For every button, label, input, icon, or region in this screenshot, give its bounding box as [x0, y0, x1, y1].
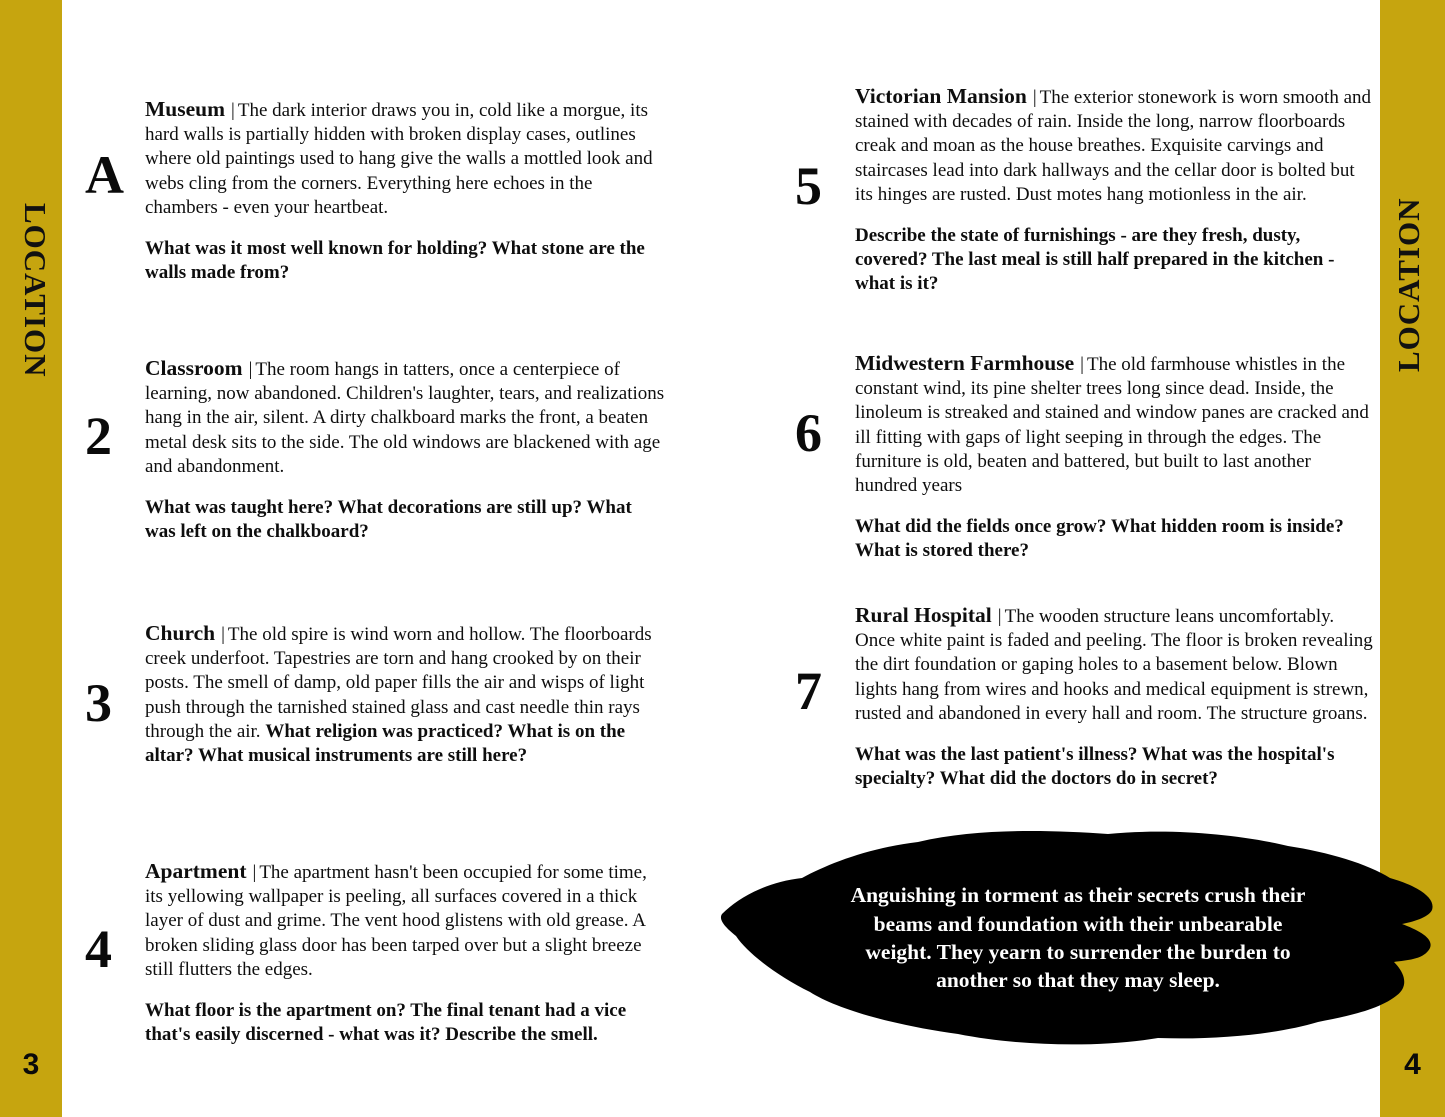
entry-title: Victorian Mansion	[855, 84, 1027, 108]
entry-number: 4	[85, 919, 111, 979]
ink-blob	[718, 824, 1438, 1054]
entry-victorian-mansion	[795, 83, 1377, 296]
title-separator: |	[997, 606, 1002, 627]
entry-title: Church	[145, 621, 216, 645]
entry-title: Classroom	[145, 356, 243, 380]
entry-number: 5	[795, 156, 821, 216]
entry-title: Apartment	[145, 859, 247, 883]
title-separator: |	[1080, 354, 1084, 375]
title-separator: |	[248, 359, 253, 380]
entry-letter: A	[85, 145, 123, 205]
entry-description	[855, 602, 1377, 726]
entry-classroom	[85, 355, 667, 544]
entry-number: 7	[795, 661, 821, 721]
entry-body: The dark interior draws you in, cold like a morgue, its hard walls is partially hidden with broken display cases, outlines where old paintings used to hang give the walls a mottled look and webs cling from the corners. Everything here echoes in the chambers - even your heartbeat.	[145, 100, 653, 218]
blob-line: beams and foundation with their unbearable	[873, 911, 1283, 936]
entry-description	[145, 96, 667, 220]
entry-question: What religion was practiced? What is on the altar? What musical instruments are still here?	[145, 720, 626, 766]
page-number-right: 4	[1404, 1048, 1421, 1081]
entry-body: The old farmhouse whistles in the constant wind, its pine shelter trees long since dead. Inside, the linoleum is streaked and stained and window panes are cracked and ill fitting with gaps of light seeping in through the edges. The furniture is old, beaten and battered, but built to last another hundred years	[855, 354, 1369, 496]
entry-description	[145, 620, 667, 768]
entry-number: 2	[85, 406, 111, 466]
entry-church	[85, 620, 667, 768]
entry-description	[145, 858, 667, 982]
title-separator: |	[252, 862, 257, 883]
entry-midwestern-farmhouse	[795, 350, 1377, 563]
left-gold-bar	[0, 0, 62, 1117]
blob-flavor-text	[788, 854, 1368, 1022]
entry-question: What was the last patient's illness? What was the hospital's specialty? What did the doctors do in secret?	[855, 743, 1335, 789]
entry-number: 3	[85, 673, 111, 733]
entry-question: What floor is the apartment on? The final tenant had a vice that's easily discerned - what was it? Describe the smell.	[145, 999, 627, 1045]
entry-apartment	[85, 858, 667, 1047]
entry-museum	[85, 96, 667, 285]
left-sidebar-title: LOCATION	[18, 203, 53, 378]
entry-number: 6	[795, 403, 821, 463]
entry-body: The exterior stonework is worn smooth and stained with decades of rain. Inside the long, narrow floorboards creak and moan as the house breathes. Exquisite carvings and staircases lead into dark hallways and the cellar door is bolted but its hinges are rusted. Dust motes hang motionless in the air.	[855, 87, 1372, 205]
entry-body: The room hangs in tatters, once a centerpiece of learning, now abandoned. Children's laughter, tears, and realizations hang in the air, silent. A dirty chalkboard marks the front, a beaten metal desk sits to the side. The old windows are blackened with age and abandonment.	[145, 359, 665, 477]
entry-description	[855, 350, 1377, 498]
entry-body: The wooden structure leans uncomfortably. Once white paint is faded and peeling. The floor is broken revealing the dirt foundation or gaping holes to a basement below. Blown lights hang from wires and hooks and medical equipment is strewn, rusted and abandoned in every hall and room. The structure groans.	[855, 606, 1373, 724]
entry-question: Describe the state of furnishings - are they fresh, dusty, covered? The last meal is still half prepared in the kitchen - what is it?	[855, 224, 1335, 295]
entry-title: Midwestern Farmhouse	[855, 351, 1075, 375]
entry-rural-hospital	[795, 602, 1377, 791]
entry-body: The apartment hasn't been occupied for some time, its yellowing wallpaper is peeling, all surfaces covered in a thick layer of dust and grime. The vent hood glistens with old grease. A broken sliding glass door has been tarped over but a slight breeze still flutters the edges.	[145, 862, 647, 980]
entry-description	[145, 355, 667, 479]
right-sidebar-title: LOCATION	[1391, 197, 1426, 372]
title-separator: |	[231, 100, 235, 121]
entry-body: The old spire is wind worn and hollow. The floorboards creek underfoot. Tapestries are torn and hang crooked by on their posts. The smell of damp, old paper fills the air and wisps of light push through the tarnished stained glass and cast needle thin rays through the air.	[145, 624, 652, 742]
entry-description	[855, 83, 1377, 207]
entry-title: Rural Hospital	[855, 603, 992, 627]
title-separator: |	[1032, 87, 1037, 108]
entry-question: What did the fields once grow? What hidden room is inside? What is stored there?	[855, 515, 1344, 562]
blob-line: another so that they may sleep.	[936, 968, 1220, 993]
blob-line: weight. They yearn to surrender the burden to	[865, 940, 1291, 964]
page-number-left: 3	[22, 1048, 40, 1081]
title-separator: |	[221, 624, 225, 645]
entry-title: Museum	[145, 97, 226, 121]
entry-question: What was it most well known for holding? What stone are the walls made from?	[145, 237, 645, 283]
blob-line: Anguishing in torment as their secrets crush their	[850, 883, 1306, 908]
entry-question: What was taught here? What decorations are still up? What was left on the chalkboard?	[145, 496, 632, 542]
